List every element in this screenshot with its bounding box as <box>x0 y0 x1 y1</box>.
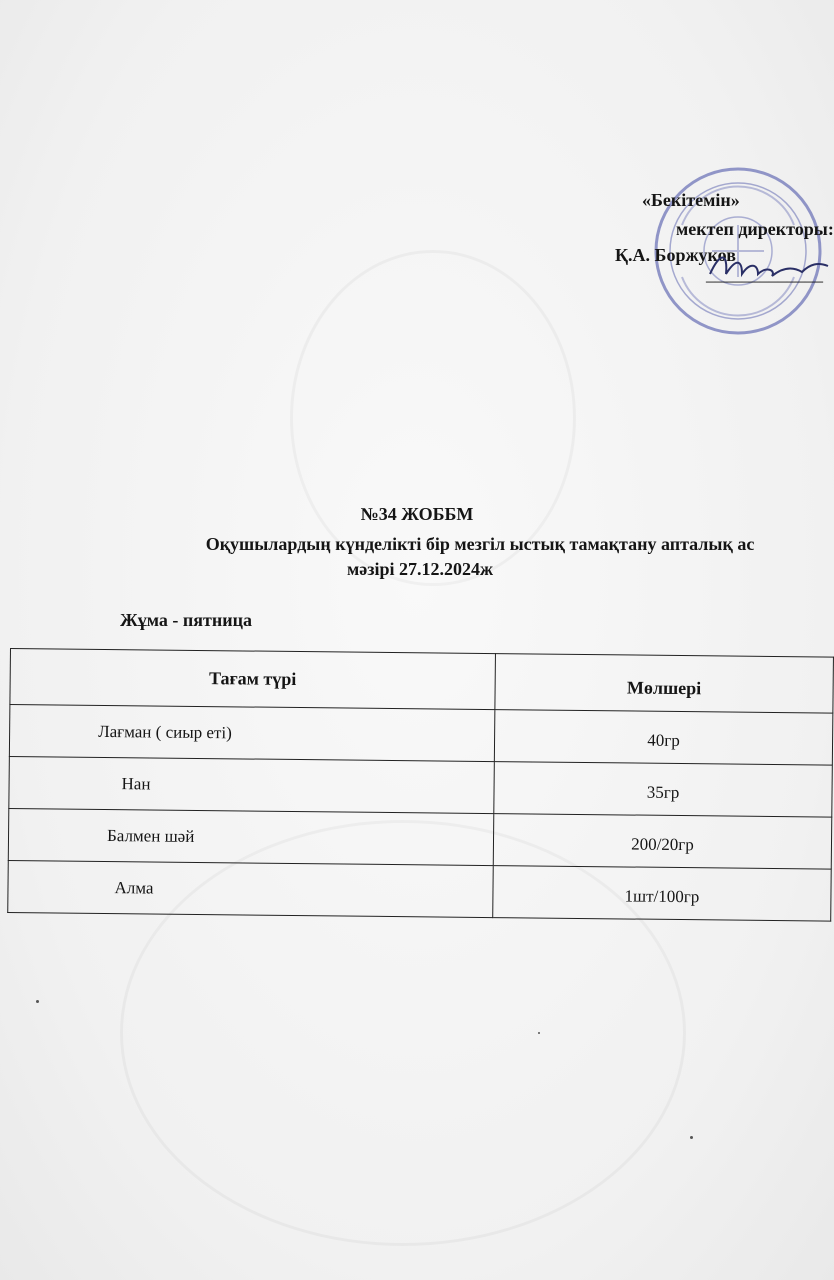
table-row <box>9 756 832 817</box>
dish-amount: 200/20гр <box>493 814 832 870</box>
paper-speck <box>538 1032 540 1034</box>
dish-amount: 40гр <box>494 710 833 766</box>
paper-speck <box>690 1136 693 1139</box>
dish-name: Алма <box>8 860 494 917</box>
dish-amount: 35гр <box>494 762 833 818</box>
table-header-row <box>10 649 834 714</box>
approval-name: Қ.А. Боржуков <box>615 245 736 265</box>
table-row <box>8 808 831 869</box>
paper-speck <box>36 1000 39 1003</box>
menu-table <box>7 648 834 922</box>
signature-line: _____________ <box>706 264 823 284</box>
approval-position: мектеп директоры: <box>676 219 834 239</box>
header-dish-type: Тағам түрі <box>10 649 496 710</box>
approval-title: «Бекітемін» <box>642 190 740 210</box>
table-row <box>8 860 831 921</box>
director-signature <box>706 244 834 292</box>
dish-amount: 1шт/100гр <box>493 866 832 922</box>
dish-name: Лағман ( сиыр еті) <box>9 705 495 762</box>
header-amount: Мөлшері <box>495 654 834 714</box>
table-row <box>9 705 832 766</box>
subtitle-line-2: мәзірі 27.12.2024ж <box>346 559 494 579</box>
school-name: №34 ЖОББМ <box>360 504 474 524</box>
dish-name: Балмен шәй <box>8 808 494 865</box>
menu-subtitle <box>120 532 834 582</box>
subtitle-line-1: Оқушылардың күнделікті бір мезгіл ыстық тамақтану апталық ас <box>205 534 755 554</box>
menu-day: Жұма - пятница <box>120 610 252 630</box>
dish-name: Нан <box>9 756 495 813</box>
